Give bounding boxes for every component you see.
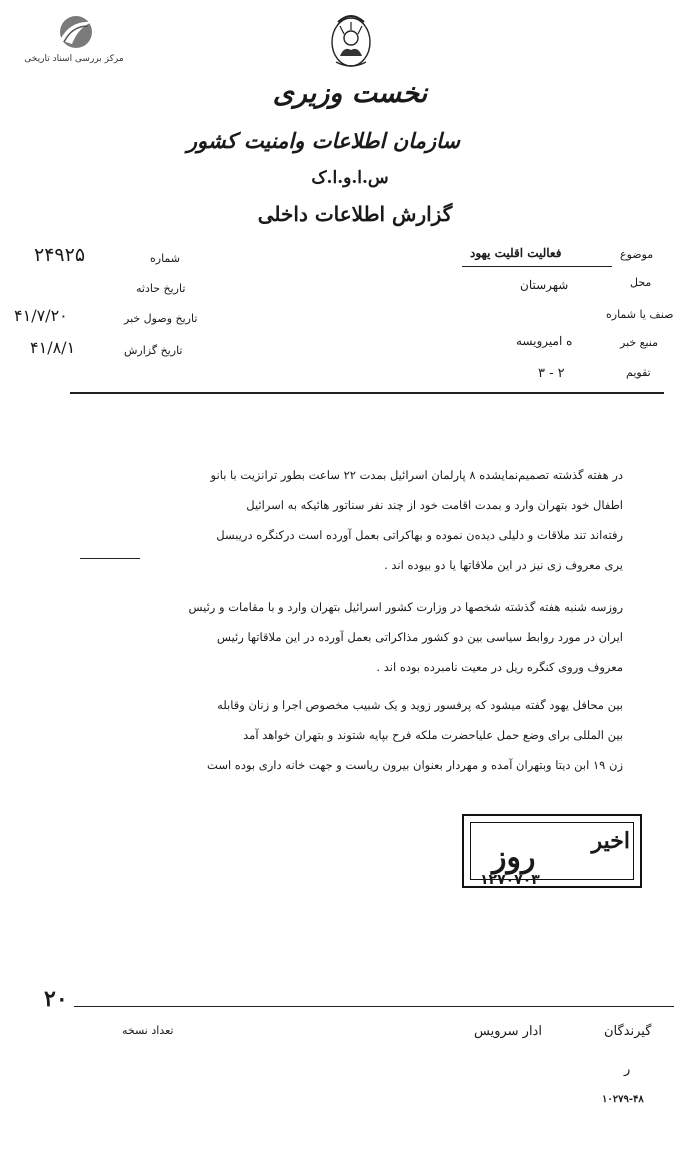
report-date-value: ۴۱/۸/۱ (30, 338, 76, 357)
organization-code: س.ا.و.ا.ک (311, 168, 389, 188)
form-code: ۱۰۲۷۹-۴۸ (602, 1094, 644, 1105)
evaluation-label: تقویم (626, 366, 651, 379)
stamp-word-1: اخیر (591, 828, 630, 854)
body-underline (80, 558, 140, 559)
body-line: اطفال خود بتهران وارد و بمدت اقامت خود از چند نفر سناتور هائیکه به اسرائیل (246, 498, 623, 512)
number-value: ۲۴۹۲۵ (34, 244, 86, 266)
ministry-title: نخست وزیری (272, 78, 428, 109)
subject-value: فعالیت اقلیت یهود (470, 246, 562, 260)
header-divider (70, 392, 664, 394)
footer-initial: ر (624, 1062, 631, 1077)
recipients-label: گیرندگان (604, 1024, 652, 1039)
lion-and-sun-emblem-icon (328, 12, 374, 70)
body-line: روزسه شنبه هفته گذشته شخصها در وزارت کشور اسرائیل بتهران وارد و با مقامات و رئیس (188, 600, 623, 614)
number-label: شماره (150, 252, 181, 265)
body-line: ایران در مورد روابط سیاسی بین دو کشور مذاکراتی بعمل آورده در این ملاقاتها رئیس (216, 630, 623, 644)
event-date-label: تاریخ حادثه (136, 282, 186, 295)
subject-label: موضوع (620, 248, 654, 261)
report-date-label: تاریخ گزارش (124, 344, 183, 357)
archive-logo-icon (52, 14, 96, 52)
stamp-word-2: روز (492, 840, 536, 875)
body-line: یری معروف زی نیز در این ملاقاتها یا دو بیوده اند . (384, 558, 623, 572)
body-paragraph-2 (68, 592, 623, 682)
pages-label: تعداد نسخه (122, 1024, 174, 1037)
location-value: شهرستان (520, 278, 569, 292)
stamp-number: ۱۲۷۰۷۰۳ (480, 872, 540, 888)
body-line: رفته‌اند تند ملاقات و دلیلی دیده‌ن نموده و بهاکراتی بعمل آورده است درکنگره دریبسل (216, 528, 623, 542)
footer-mark: ۲۰ (44, 986, 68, 1012)
report-title: گزارش اطلاعات داخلی (257, 202, 453, 226)
received-date-value: ۴۱/۷/۲۰ (14, 306, 68, 325)
location-label: محل (630, 276, 652, 289)
source-class-label: صنف یا شماره (606, 308, 674, 321)
source-label: منبع خبر (620, 336, 659, 349)
footer-divider (74, 1006, 674, 1007)
received-date-label: تاریخ وصول خبر (124, 312, 198, 325)
recipients-value: ادار سرویس (474, 1024, 542, 1039)
body-line: بین محافل یهود گفته میشود که پرفسور زوید و یک شبیب مخصوص اجرا و زنان وقابله (217, 698, 623, 712)
body-line: معروف وروی کنگره ریل در معیت نامبرده بوده اند . (376, 660, 623, 674)
body-line: در هفته گذشته تصمیم‌نمایشده ۸ پارلمان اسرائیل بمدت ۲۲ ساعت بطور ترانزیت با بانو (210, 468, 623, 482)
watermark-text: مرکز بررسی اسناد تاریخی (24, 54, 124, 64)
source-value: ه امیرویسه (516, 334, 573, 348)
body-line: بین المللی برای وضع حمل علیاحضرت ملکه فرح بپایه شتوند و بتهران خواهد آمد (243, 728, 623, 742)
body-paragraph-1 (68, 460, 623, 580)
body-paragraph-3 (68, 690, 623, 780)
archive-watermark (14, 14, 134, 64)
body-line: زن ۱۹ ابن دیتا وبتهران آمده و مهردار بعنوان بیرون ریاست و جهت خانه داری بوده است (207, 758, 623, 772)
evaluation-value: ۲ - ۳ (538, 366, 565, 381)
subject-underline (462, 266, 612, 267)
organization-name: سازمان اطلاعات وامنیت کشور (186, 128, 460, 153)
